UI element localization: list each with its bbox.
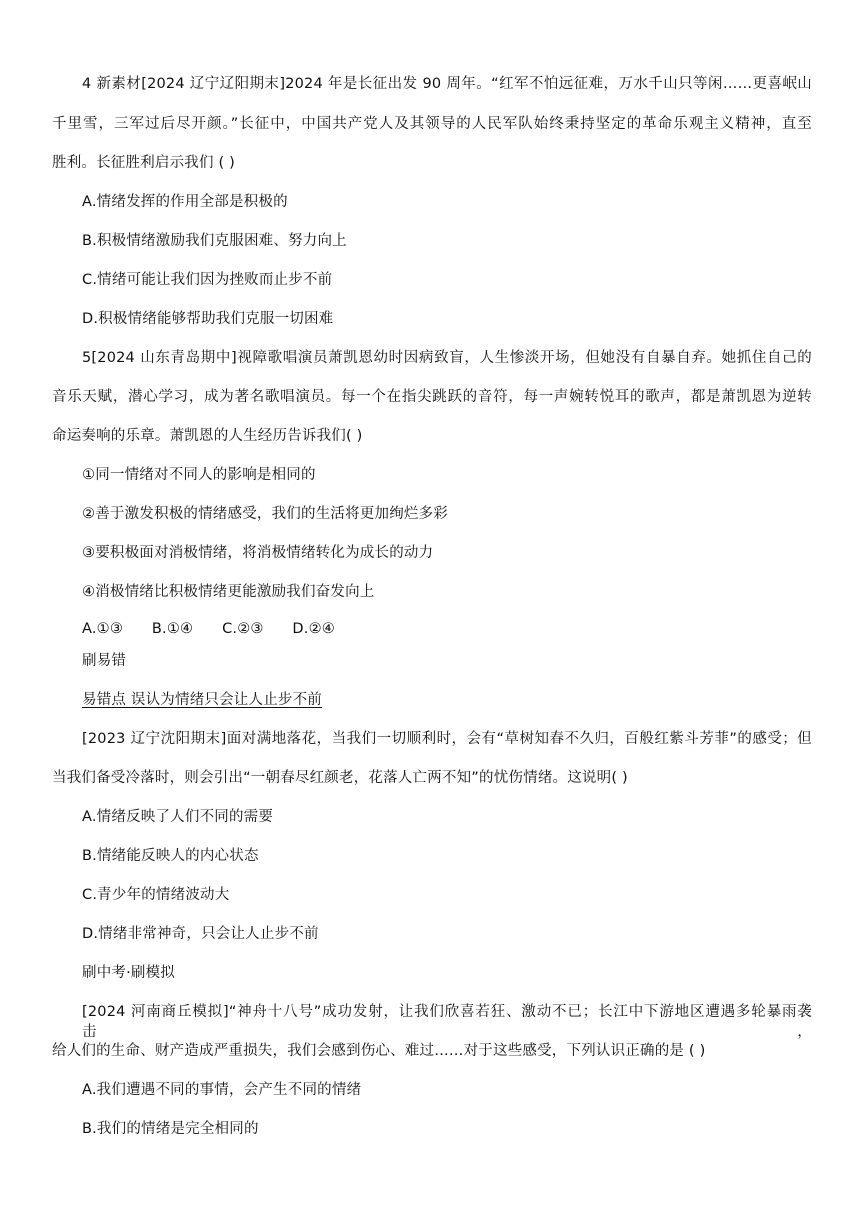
q4-option-a: A.情绪发挥的作用全部是积极的 (82, 194, 288, 210)
q5-statement-2: ②善于激发积极的情绪感受，我们的生活将更加绚烂多彩 (82, 506, 448, 522)
qerr-option-d: D.情绪非常神奇，只会让人止步不前 (82, 926, 319, 942)
q5-stem-line-1: 5[2024 山东青岛期中]视障歌唱演员萧凯恩幼时因病致盲，人生惨淡开场，但她没有自暴自弃。她抓住自己的 (82, 350, 812, 366)
q5-choice-d: D.②④ (292, 621, 335, 637)
q4-option-b: B.积极情绪激励我们克服困难、努力向上 (82, 233, 347, 249)
q5-statement-4: ④消极情绪比积极情绪更能激励我们奋发向上 (82, 584, 375, 600)
q4-option-c: C.情绪可能让我们因为挫败而止步不前 (82, 272, 333, 288)
section-heading-error-prone: 刷易错 (82, 653, 127, 669)
q5-choice-c: C.②③ (222, 621, 264, 637)
qexam-option-b: B.我们的情绪是完全相同的 (82, 1121, 259, 1137)
qexam-stem-line-1: [2024 河南商丘模拟]“神舟十八号”成功发射，让我们欣喜若狂、激动不已；长江中下游地区遭遇多轮暴雨袭击， (82, 1004, 812, 1040)
qexam-stem-line-2: 给人们的生命、财产造成严重损失，我们会感到伤心、难过……对于这些感受，下列认识正确的是 ( ) (52, 1043, 706, 1059)
q5-statement-1: ①同一情绪对不同人的影响是相同的 (82, 467, 316, 483)
q5-choices (82, 619, 359, 639)
q4-stem-line-2: 千里雪，三军过后尽开颜。”长征中，中国共产党人及其领导的人民军队始终秉持坚定的革命乐观主义精神，直至 (52, 116, 812, 132)
qerr-option-a: A.情绪反映了人们不同的需要 (82, 809, 274, 825)
q4-option-d: D.积极情绪能够帮助我们克服一切困难 (82, 311, 334, 327)
qerr-option-c: C.青少年的情绪波动大 (82, 887, 230, 903)
q4-stem-line-1: 4 新素材[2024 辽宁辽阳期末]2024 年是长征出发 90 周年。“红军不怕远征难，万水千山只等闲……更喜岷山 (82, 76, 812, 92)
qerr-stem-line-1: [2023 辽宁沈阳期末]面对满地落花，当我们一切顺利时，会有“草树知春不久归，百般红紫斗芳菲”的感受；但 (82, 731, 812, 747)
q4-stem-line-3: 胜利。长征胜利启示我们 ( ) (52, 155, 236, 171)
q5-choice-a: A.①③ (82, 621, 124, 637)
q5-stem-line-2: 音乐天赋，潜心学习，成为著名歌唱演员。每一个在指尖跳跃的音符，每一声婉转悦耳的歌声，都是萧凯恩为逆转 (52, 389, 812, 405)
error-point-title: 易错点 误认为情绪只会让人止步不前 (82, 692, 323, 708)
qexam-option-a: A.我们遭遇不同的事情，会产生不同的情绪 (82, 1082, 362, 1098)
q5-stem-line-3: 命运奏响的乐章。萧凯恩的人生经历告诉我们( ) (52, 428, 363, 444)
section-heading-exam-mock: 刷中考·刷模拟 (82, 965, 176, 981)
qerr-option-b: B.情绪能反映人的内心状态 (82, 848, 259, 864)
q5-choice-b: B.①④ (151, 621, 194, 637)
q5-statement-3: ③要积极面对消极情绪，将消极情绪转化为成长的动力 (82, 545, 434, 561)
qerr-stem-line-2: 当我们备受冷落时，则会引出“一朝春尽红颜老，花落人亡两不知”的忧伤情绪。这说明( ) (52, 770, 628, 786)
